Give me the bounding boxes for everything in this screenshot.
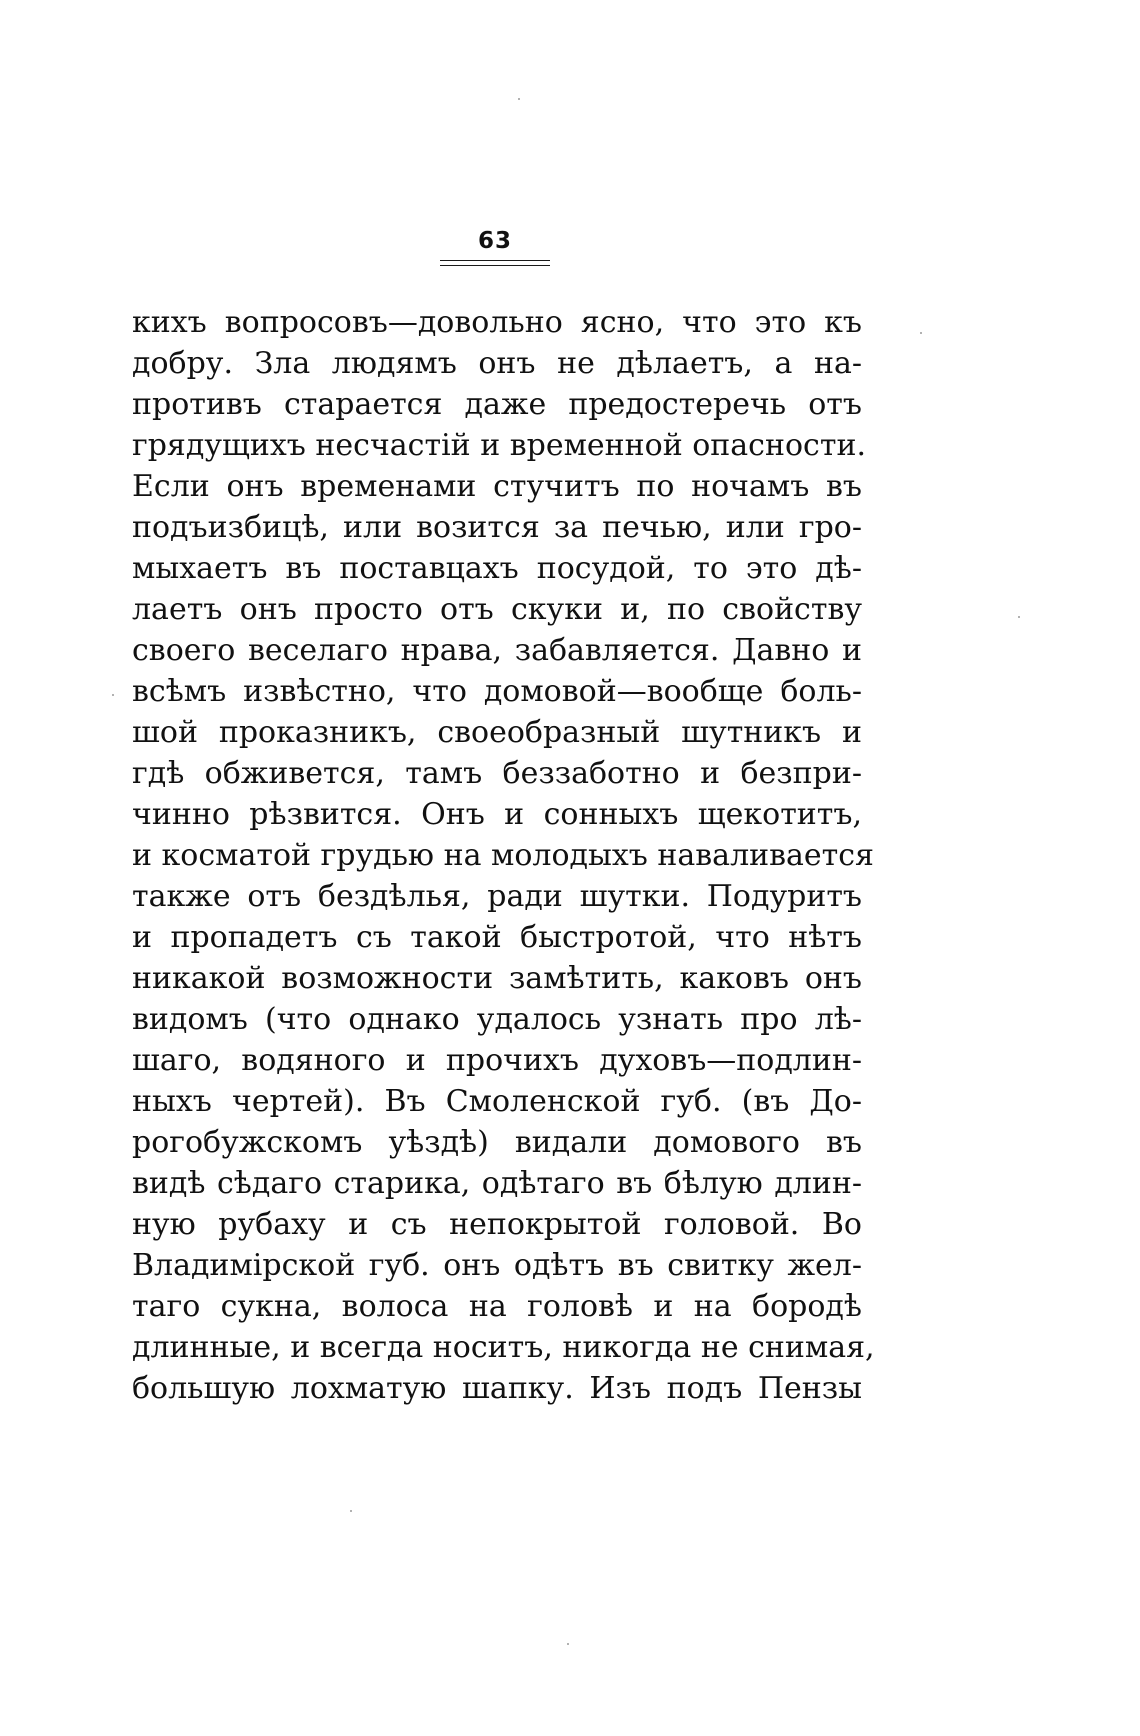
paper-speck	[567, 1643, 569, 1645]
paper-speck	[350, 1510, 352, 1512]
text-line: всѣмъ извѣстно, что домовой—вообще боль-	[132, 674, 862, 709]
page-number-rule	[440, 260, 550, 261]
text-line: и косматой грудью на молодыхъ наваливается	[132, 838, 874, 873]
text-line: лаетъ онъ просто отъ скуки и, по свойству	[132, 592, 862, 627]
text-line: чинно рѣзвится. Онъ и сонныхъ щекотитъ,	[132, 797, 862, 832]
page-number-rule-second	[440, 265, 550, 266]
text-line: и пропадетъ съ такой быстротой, что нѣтъ	[132, 920, 862, 955]
text-line: добру. Зла людямъ онъ не дѣлаетъ, а на-	[132, 346, 862, 381]
text-line: гдѣ обживется, тамъ беззаботно и безпри-	[132, 756, 862, 791]
text-line: Если онъ временами стучитъ по ночамъ въ	[132, 469, 862, 504]
text-line: шой проказникъ, своеобразный шутникъ и	[132, 715, 862, 750]
text-line: ныхъ чертей). Въ Смоленской губ. (въ До-	[132, 1084, 862, 1119]
text-line: Владимірской губ. онъ одѣтъ въ свитку жел-	[132, 1248, 862, 1283]
paper-speck	[1018, 616, 1020, 618]
page-number: 63	[477, 228, 512, 254]
text-line: грядущихъ несчастій и временной опасности.	[132, 428, 866, 463]
text-line: противъ старается даже предостеречь отъ	[132, 387, 862, 422]
paper-speck	[518, 98, 520, 100]
body-text	[132, 302, 875, 1409]
text-line: также отъ бездѣлья, ради шутки. Подуритъ	[132, 879, 862, 914]
text-line: рогобужскомъ уѣздѣ) видали домового въ	[132, 1125, 862, 1160]
text-line: подъизбицѣ, или возится за печью, или гро-	[132, 510, 862, 545]
text-line: длинные, и всегда носитъ, никогда не снимая,	[132, 1330, 875, 1365]
text-line: своего веселаго нрава, забавляется. Давно и	[132, 633, 862, 668]
text-line: шаго, водяного и прочихъ духовъ—подлин-	[132, 1043, 862, 1078]
text-line: видѣ сѣдаго старика, одѣтаго въ бѣлую длин-	[132, 1166, 862, 1201]
paper-speck	[112, 694, 114, 696]
text-line: мыхаетъ въ поставцахъ посудой, то это дѣ-	[132, 551, 862, 586]
text-line: ную рубаху и съ непокрытой головой. Во	[132, 1207, 862, 1242]
text-line: видомъ (что однако удалось узнать про лѣ-	[132, 1002, 862, 1037]
text-line: кихъ вопросовъ—довольно ясно, что это къ	[132, 305, 862, 340]
paper-speck	[920, 332, 922, 334]
text-line: таго сукна, волоса на головѣ и на бородѣ	[132, 1289, 862, 1324]
text-line: никакой возможности замѣтить, каковъ онъ	[132, 961, 862, 996]
text-line: большую лохматую шапку. Изъ подъ Пензы	[132, 1371, 862, 1406]
